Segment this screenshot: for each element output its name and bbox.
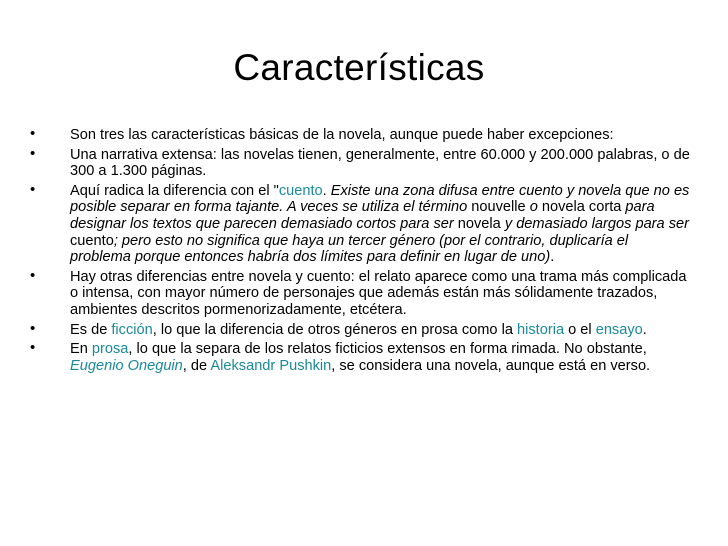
bullet-dot-icon: • — [30, 339, 36, 357]
inline-link[interactable]: ensayo — [595, 321, 643, 338]
bullet-item — [30, 341, 690, 374]
bullet-text: y demasiado largos para ser — [504, 215, 689, 232]
bullet-text: Una narrativa extensa: las novelas tienen, generalmente, entre 60.000 y 200.000 palabras, o de 300 a 1.300 páginas. — [70, 146, 690, 180]
inline-link[interactable]: Eugenio Oneguin — [70, 357, 183, 374]
bullet-text: , lo que la separa de los relatos ficticios extensos en forma rimada. No obstante, — [128, 341, 647, 358]
inline-link[interactable]: cuento — [278, 182, 323, 199]
bullet-text: Aquí radica la diferencia con el " — [70, 182, 279, 199]
bullet-text: o — [529, 199, 542, 216]
bullet-dot-icon: • — [30, 266, 36, 284]
bullet-text: . — [550, 249, 555, 266]
bullet-text: . — [322, 182, 331, 199]
page-title: Características — [233, 47, 485, 88]
bullet-text: novela — [457, 215, 505, 232]
bullet-text: Es de — [70, 321, 112, 338]
bullet-dot-icon: • — [30, 144, 36, 162]
bullet-item — [30, 127, 690, 144]
bullet-text: novela corta — [541, 199, 626, 216]
bullet-text: , lo que la diferencia de otros géneros en prosa como la — [152, 321, 518, 338]
bullet-text: o el — [564, 321, 596, 338]
bullet-dot-icon: • — [30, 125, 36, 142]
bullet-text: , se considera una novela, aunque está en verso. — [331, 357, 651, 374]
bullet-item — [30, 266, 690, 319]
bullet-text: ; pero esto no significa que haya un tercer género (por el contrario, duplicaría el problema porque entonces habría dos límites para definir en lugar de uno) — [70, 232, 629, 266]
inline-link[interactable]: prosa — [91, 341, 129, 358]
bullet-dot-icon: • — [30, 180, 36, 198]
bullet-list — [30, 127, 690, 377]
bullet-text: para designar los textos que parecen demasiado cortos para ser — [70, 199, 655, 232]
bullet-text: Existe una zona difusa entre cuento y novela que no es posible separar en forma tajante. A veces se utiliza el término — [70, 182, 690, 216]
bullet-text: , de — [182, 357, 211, 374]
bullet-item — [30, 180, 690, 266]
bullet-text: . — [642, 321, 647, 338]
bullet-text: Hay otras diferencias entre novela y cuento: el relato aparece como una trama más complicada o intensa, con mayor número de personajes que además están más sólidamente trazados, ambientes descritos pormenorizadamente, etcétera. — [70, 268, 687, 318]
inline-link[interactable]: Aleksandr Pushkin — [210, 357, 332, 374]
bullet-item — [30, 144, 690, 180]
bullet-dot-icon: • — [30, 319, 36, 337]
bullet-text: Son tres las características básicas de la novela, aunque puede haber excepciones: — [70, 127, 614, 143]
inline-link[interactable]: historia — [517, 321, 565, 338]
bullet-text: cuento — [70, 232, 114, 249]
bullet-item — [30, 319, 690, 339]
bullet-text: En — [70, 341, 92, 358]
inline-link[interactable]: ficción — [111, 321, 153, 338]
bullet-text: nouvelle — [471, 199, 530, 216]
